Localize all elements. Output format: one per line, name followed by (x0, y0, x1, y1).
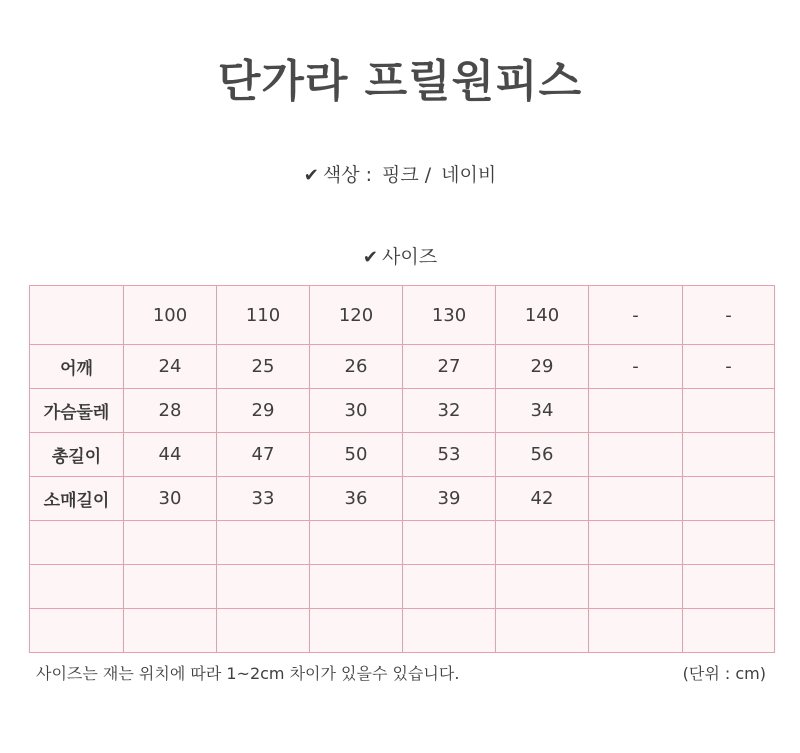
table-cell: - (683, 345, 775, 389)
table-cell (496, 521, 589, 565)
table-cell (403, 521, 496, 565)
table-cell: 56 (496, 433, 589, 477)
table-cell (589, 521, 683, 565)
table-cell (30, 521, 124, 565)
size-table (29, 285, 775, 653)
table-cell: 26 (310, 345, 403, 389)
table-cell: 36 (310, 477, 403, 521)
table-header-row (30, 286, 775, 345)
table-cell (403, 609, 496, 653)
color-option-navy: 네이비 (441, 164, 497, 186)
table-cell: 32 (403, 389, 496, 433)
table-row (30, 609, 775, 653)
table-row (30, 345, 775, 389)
color-option-pink: 핑크 / (382, 164, 432, 186)
table-row (30, 521, 775, 565)
table-cell (124, 521, 217, 565)
size-heading-label: 사이즈 (382, 246, 438, 268)
row-label: 어깨 (30, 345, 124, 389)
table-header-cell: 110 (217, 286, 310, 345)
page-title: 단가라 프릴원피스 (217, 56, 583, 107)
table-cell: 39 (403, 477, 496, 521)
table-header-cell: - (683, 286, 775, 345)
table-row (30, 389, 775, 433)
table-cell (30, 609, 124, 653)
check-icon: ✔ (362, 247, 379, 268)
table-cell: 27 (403, 345, 496, 389)
table-cell: 30 (310, 389, 403, 433)
color-options (0, 160, 800, 191)
table-cell: 53 (403, 433, 496, 477)
table-cell: 29 (496, 345, 589, 389)
row-label: 소매길이 (30, 477, 124, 521)
table-cell (124, 609, 217, 653)
table-cell: 44 (124, 433, 217, 477)
table-cell (124, 565, 217, 609)
table-cell: 25 (217, 345, 310, 389)
table-cell (217, 565, 310, 609)
table-cell (310, 565, 403, 609)
table-header-cell (30, 286, 124, 345)
table-row (30, 565, 775, 609)
table-cell (683, 609, 775, 653)
check-icon: ✔ (303, 165, 319, 186)
table-cell (217, 521, 310, 565)
table-cell (683, 389, 775, 433)
table-cell (589, 565, 683, 609)
table-cell: 29 (217, 389, 310, 433)
table-cell (683, 521, 775, 565)
table-cell (683, 477, 775, 521)
table-cell: 24 (124, 345, 217, 389)
table-cell: 50 (310, 433, 403, 477)
table-cell (310, 609, 403, 653)
table-cell: 30 (124, 477, 217, 521)
table-cell: 33 (217, 477, 310, 521)
table-header-cell: 100 (124, 286, 217, 345)
table-row (30, 433, 775, 477)
measurement-note: 사이즈는 재는 위치에 따라 1~2cm 차이가 있을수 있습니다. (36, 664, 460, 683)
table-cell: 34 (496, 389, 589, 433)
table-cell (310, 521, 403, 565)
table-cell (589, 433, 683, 477)
table-cell (217, 609, 310, 653)
table-cell: 28 (124, 389, 217, 433)
table-header-cell: 120 (310, 286, 403, 345)
size-heading (0, 242, 800, 273)
table-cell: 42 (496, 477, 589, 521)
table-cell (403, 565, 496, 609)
row-label: 가슴둘레 (30, 389, 124, 433)
table-cell (589, 477, 683, 521)
table-cell: - (589, 345, 683, 389)
table-cell: 47 (217, 433, 310, 477)
table-cell (496, 565, 589, 609)
table-cell (496, 609, 589, 653)
table-cell (683, 565, 775, 609)
row-label: 총길이 (30, 433, 124, 477)
color-label: 색상 : (322, 164, 373, 186)
table-cell (589, 609, 683, 653)
table-header-cell: 130 (403, 286, 496, 345)
table-cell (589, 389, 683, 433)
table-header-cell: - (589, 286, 683, 345)
table-header-cell: 140 (496, 286, 589, 345)
table-cell (30, 565, 124, 609)
table-cell (683, 433, 775, 477)
unit-label: (단위 : cm) (682, 664, 766, 683)
table-row (30, 477, 775, 521)
